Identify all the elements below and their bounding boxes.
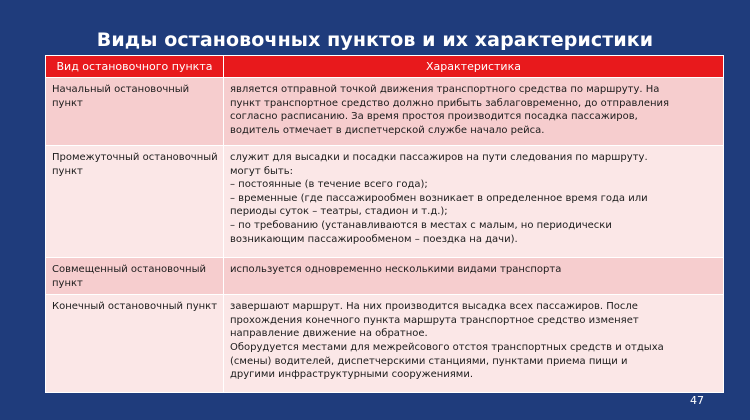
header-characteristic: Характеристика — [224, 56, 724, 78]
cell-line: направление движение на обратное. — [230, 328, 428, 340]
stops-table — [45, 55, 724, 393]
characteristic-cell — [224, 258, 724, 295]
stop-type-cell — [46, 146, 224, 258]
cell-line: Начальный остановочный — [52, 84, 190, 95]
table-row — [46, 258, 724, 295]
cell-line: Оборудуется местами для межрейсового отстоя транспортных средств и отдыха — [230, 341, 664, 353]
cell-line: возникающим пассажирообменом – поездка на дачи). — [230, 233, 518, 245]
cell-line: пункт — [52, 97, 83, 109]
cell-line: Совмещенный остановочный — [52, 264, 206, 275]
cell-line: могут быть: — [230, 165, 293, 177]
cell-line: пункт транспортное средство должно прибыть заблаговременно, до отправления — [230, 97, 670, 109]
cell-line: Конечный остановочный пункт — [52, 301, 218, 313]
stop-type-cell — [46, 258, 224, 295]
cell-line: другими инфраструктурными сооружениями. — [230, 369, 474, 381]
characteristic-cell — [224, 295, 724, 393]
cell-line: пункт — [52, 165, 83, 177]
cell-line: пункт — [52, 277, 83, 289]
characteristic-cell — [224, 78, 724, 146]
stop-type-cell — [46, 295, 224, 393]
slide-title: Виды остановочных пунктов и их характеристики — [96, 29, 654, 51]
cell-line: служит для высадки и посадки пассажиров на пути следования по маршруту. — [230, 152, 648, 163]
cell-line: периоды суток – театры, стадион и т.д.); — [230, 206, 448, 218]
cell-line: – по требованию (устанавливаются в местах с малым, но периодически — [230, 219, 612, 231]
stop-type-cell — [46, 78, 224, 146]
page-number: 47 — [690, 394, 704, 407]
cell-line: водитель отмечает в диспетчерской службе начало рейса. — [230, 124, 545, 136]
table-header-row — [46, 56, 724, 78]
table-row — [46, 78, 724, 146]
cell-line: завершают маршрут. На них производится высадка всех пассажиров. После — [230, 301, 638, 313]
cell-line: прохождения конечного пункта маршрута транспортное средство изменяет — [230, 314, 639, 326]
table-row — [46, 295, 724, 393]
table-row — [46, 146, 724, 258]
cell-line: используется одновременно несколькими видами транспорта — [230, 264, 562, 275]
cell-line: (смены) водителей, диспетчерскими станциями, пунктами приема пищи и — [230, 355, 628, 367]
header-stop-type: Вид остановочного пункта — [46, 56, 224, 78]
characteristic-cell — [224, 146, 724, 258]
cell-line: согласно расписанию. За время простоя производится посадка пассажиров, — [230, 111, 638, 123]
cell-line: – постоянные (в течение всего года); — [230, 179, 428, 191]
cell-line: является отправной точкой движения транспортного средства по маршруту. На — [230, 84, 660, 95]
cell-line: Промежуточный остановочный — [52, 152, 218, 163]
cell-line: – временные (где пассажирообмен возникает в определенное время года или — [230, 192, 648, 204]
